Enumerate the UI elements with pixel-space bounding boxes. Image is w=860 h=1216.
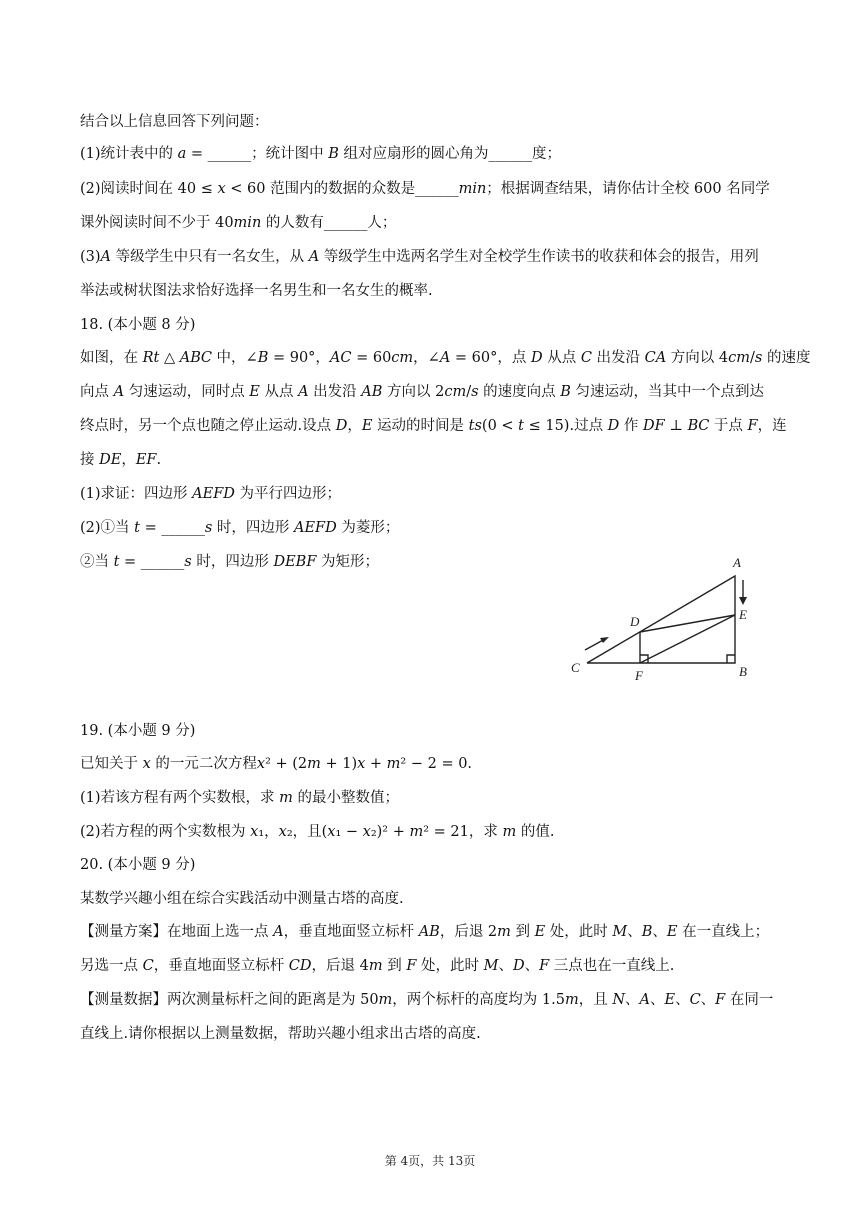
text-line: 已知关于 𝑥 的一元二次方程𝑥² + (2𝑚 + 1)𝑥 + 𝑚² − 2 = 0. bbox=[80, 756, 473, 772]
text-line: 【测量数据】两次测量标杆之间的距离是为 50𝑚，两个标杆的高度均为 1.5𝑚，且 𝑁、𝐴、𝐸、𝐶、𝐹 在同一 bbox=[80, 992, 774, 1008]
text-line: 直线上.请你根据以上测量数据，帮助兴趣小组求出古塔的高度. bbox=[80, 1026, 481, 1042]
text-line: 如图，在 𝑅𝑡 △ 𝐴𝐵𝐶 中，∠𝐵 = 90°，𝐴𝐶 = 60𝑐𝑚，∠𝐴 = 60°，点 𝐷 从点 𝐶 出发沿 𝐶𝐴 方向以 4𝑐𝑚/𝑠 的速度 bbox=[80, 350, 811, 366]
text-line: 举法或树状图法求恰好选择一名男生和一名女生的概率. bbox=[80, 283, 433, 299]
label-c: C bbox=[571, 660, 580, 675]
text-line: (2)①当 𝑡 = ______𝑠 时，四边形 𝐴𝐸𝐹𝐷 为菱形； bbox=[80, 520, 400, 536]
text-line: 接 𝐷𝐸，𝐸𝐹. bbox=[80, 452, 162, 468]
text-line: (3)𝐴 等级学生中只有一名女生，从 𝐴 等级学生中选两名学生对全校学生作读书的收获和体会的报告，用列 bbox=[80, 249, 759, 265]
text-line: 向点 𝐴 匀速运动，同时点 𝐸 从点 𝐴 出发沿 𝐴𝐵 方向以 2𝑐𝑚/𝑠 的速度向点 𝐵 匀速运动，当其中一个点到达 bbox=[80, 384, 765, 400]
label-f: F bbox=[635, 668, 643, 682]
question-heading: 20. (本小题 9 分) bbox=[80, 857, 196, 873]
label-a: A bbox=[733, 555, 741, 570]
text-line: ②当 𝑡 = ______𝑠 时，四边形 𝐷𝐸𝐵𝐹 为矩形； bbox=[80, 554, 379, 570]
text-line: (2)若方程的两个实数根为 𝑥₁，𝑥₂，且(𝑥₁ − 𝑥₂)² + 𝑚² = 21，求 𝑚 的值. bbox=[80, 824, 555, 840]
text-line: (1)统计表中的 𝑎 = ______；统计图中 𝐵 组对应扇形的圆心角为______度； bbox=[80, 146, 562, 162]
label-b: B bbox=[739, 664, 747, 679]
text-line: 【测量方案】在地面上选一点 𝐴，垂直地面竖立标杆 𝐴𝐵，后退 2𝑚 到 𝐸 处，此时 𝑀、𝐵、𝐸 在一直线上； bbox=[80, 924, 770, 940]
text-line: (1)若该方程有两个实数根，求 𝑚 的最小整数值； bbox=[80, 790, 400, 806]
label-e: E bbox=[739, 607, 747, 622]
text-line: (1)求证：四边形 𝐴𝐸𝐹𝐷 为平行四边形； bbox=[80, 486, 341, 502]
question-heading: 19. (本小题 9 分) bbox=[80, 723, 196, 739]
text-line: 结合以上信息回答下列问题： bbox=[80, 114, 269, 130]
text-line: 另选一点 𝐶，垂直地面竖立标杆 𝐶𝐷，后退 4𝑚 到 𝐹 处，此时 𝑀、𝐷、𝐹 三点也在一直线上. bbox=[80, 958, 675, 974]
triangle-figure bbox=[565, 552, 765, 682]
text-line: 某数学兴趣小组在综合实践活动中测量古塔的高度. bbox=[80, 891, 404, 907]
page-footer: 第 4页，共 13页 bbox=[384, 1154, 476, 1168]
text-line: 课外阅读时间不少于 40𝑚𝑖𝑛 的人数有______人； bbox=[80, 215, 397, 231]
text-line: (2)阅读时间在 40 ≤ 𝑥 < 60 范围内的数据的众数是______𝑚𝑖𝑛；根据调查结果，请你估计全校 600 名同学 bbox=[80, 181, 770, 197]
label-d: D bbox=[630, 614, 640, 629]
text-line: 终点时，另一个点也随之停止运动.设点 𝐷，𝐸 运动的时间是 𝑡𝑠(0 < 𝑡 ≤ 15).过点 𝐷 作 𝐷𝐹 ⊥ 𝐵𝐶 于点 𝐹，连 bbox=[80, 418, 787, 434]
question-heading: 18. (本小题 8 分) bbox=[80, 317, 196, 333]
